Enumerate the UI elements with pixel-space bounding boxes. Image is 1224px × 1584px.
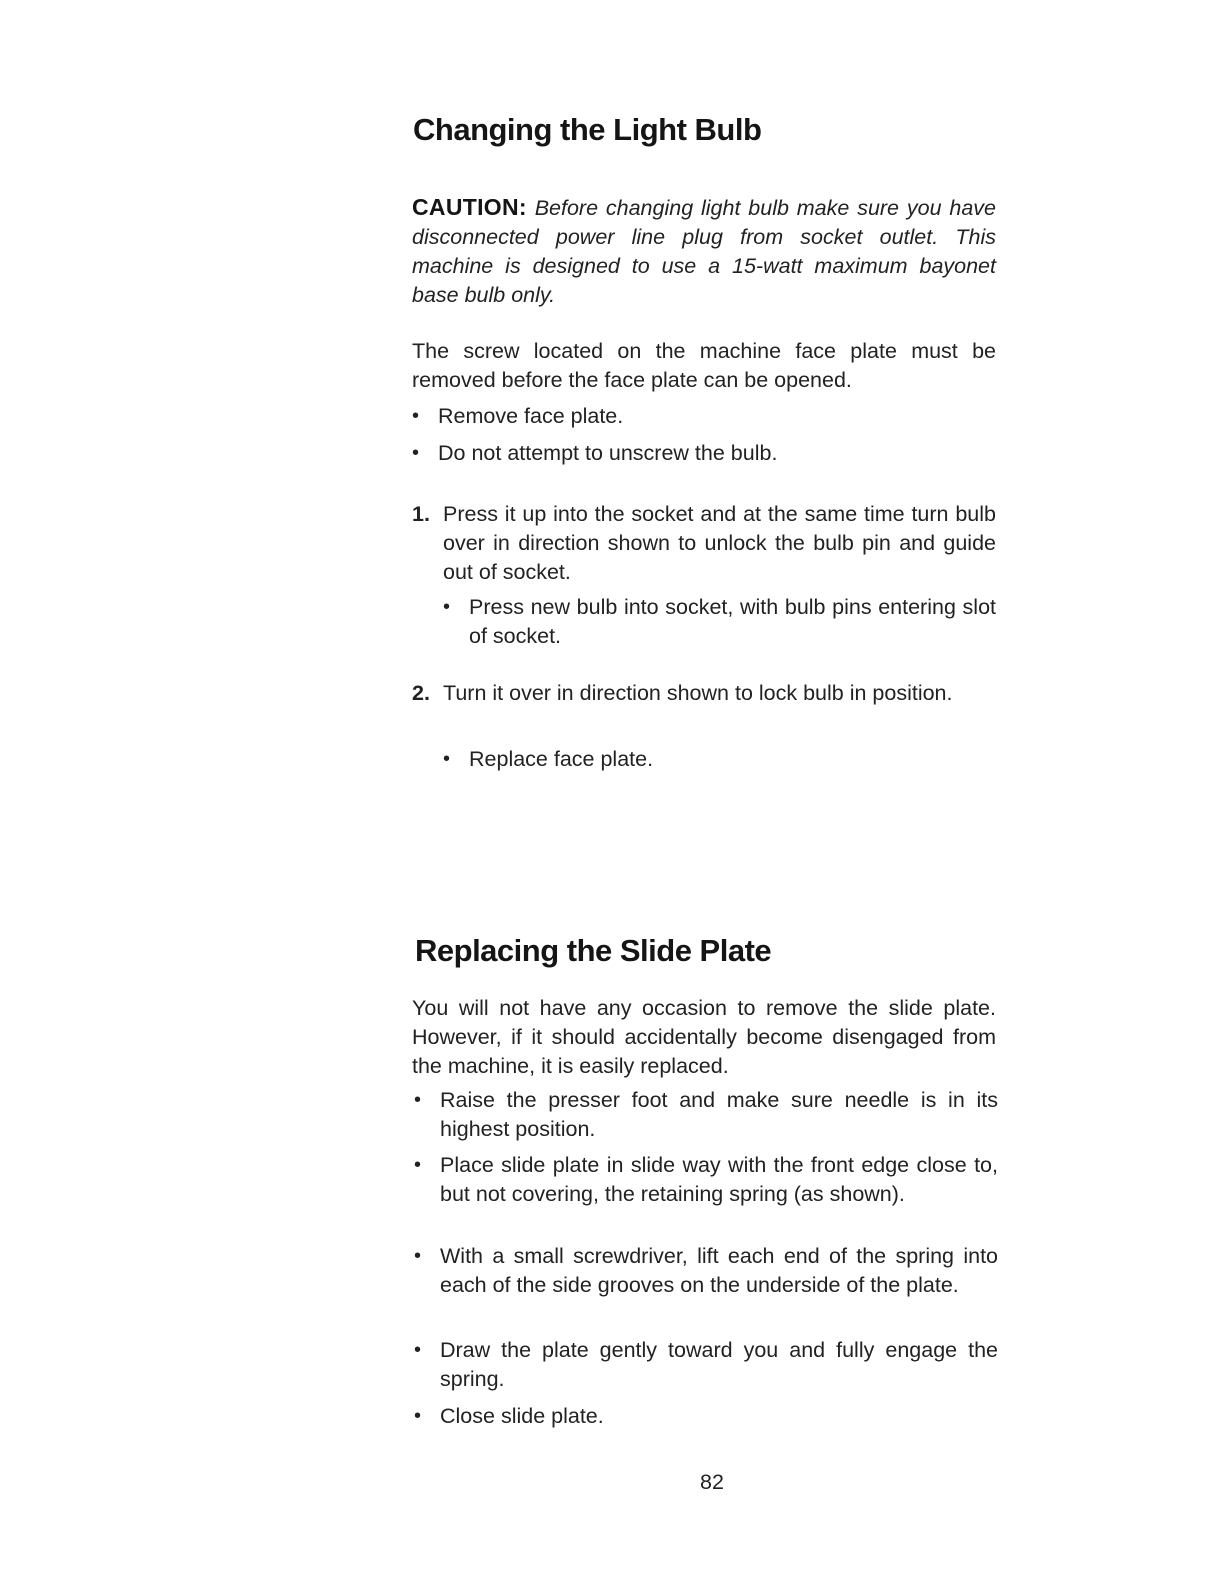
list-item-text: Raise the presser foot and make sure needle is in its highest position.: [440, 1088, 998, 1141]
step-2: [412, 679, 996, 708]
bullet-icon: •: [443, 596, 451, 618]
bullet-icon: •: [412, 405, 420, 427]
list-item: [414, 1151, 998, 1209]
caution-label: CAUTION:: [412, 194, 527, 220]
list-item: [443, 593, 996, 651]
page-number: 82: [700, 1470, 724, 1494]
list-item: [414, 1402, 998, 1431]
list-item-text: Remove face plate.: [438, 404, 624, 428]
list-item-text: Do not attempt to unscrew the bulb.: [438, 441, 778, 465]
bullet-icon: •: [412, 442, 420, 464]
light-bulb-intro: The screw located on the machine face plate must be removed before the face plate can be opened.: [412, 339, 996, 392]
list-item-text: Close slide plate.: [440, 1404, 604, 1428]
step-text: Turn it over in direction shown to lock bulb in position.: [443, 681, 953, 705]
step-number: 2.: [412, 681, 430, 705]
list-item-text: Press new bulb into socket, with bulb pins entering slot of socket.: [469, 595, 996, 648]
list-item-text: Replace face plate.: [469, 747, 654, 771]
bullet-icon: •: [414, 1089, 422, 1111]
list-item: [412, 439, 996, 468]
bullet-icon: •: [414, 1405, 422, 1427]
bullet-icon: •: [414, 1245, 422, 1267]
list-item-text: With a small screwdriver, lift each end of the spring into each of the side grooves on the underside of the plate.: [440, 1244, 998, 1297]
step-1: [412, 500, 996, 587]
caution-text: Before changing light bulb make sure you have disconnected power line plug from socket outlet. This machine is designed to use a 15-watt maximum bayonet base bulb only.: [412, 196, 996, 307]
slide-plate-intro: You will not have any occasion to remove the slide plate. However, if it should accidentally become disengaged from the machine, it is easily replaced.: [412, 996, 996, 1078]
step-number: 1.: [412, 502, 430, 526]
bullet-icon: •: [414, 1339, 422, 1361]
list-item: [412, 402, 996, 431]
bullet-icon: •: [443, 748, 451, 770]
list-item: [414, 1242, 998, 1300]
caution-paragraph: [412, 193, 996, 310]
bullet-icon: •: [414, 1154, 422, 1176]
list-item: [414, 1336, 998, 1394]
section-title-light-bulb: Changing the Light Bulb: [413, 112, 762, 147]
step-text: Press it up into the socket and at the same time turn bulb over in direction shown to unlock the bulb pin and guide out of socket.: [443, 502, 996, 584]
list-item-text: Draw the plate gently toward you and fully engage the spring.: [440, 1338, 998, 1391]
list-item-text: Place slide plate in slide way with the front edge close to, but not covering, the retaining spring (as shown).: [440, 1153, 998, 1206]
list-item: [443, 745, 996, 774]
section-title-slide-plate: Replacing the Slide Plate: [415, 933, 772, 968]
list-item: [414, 1086, 998, 1144]
